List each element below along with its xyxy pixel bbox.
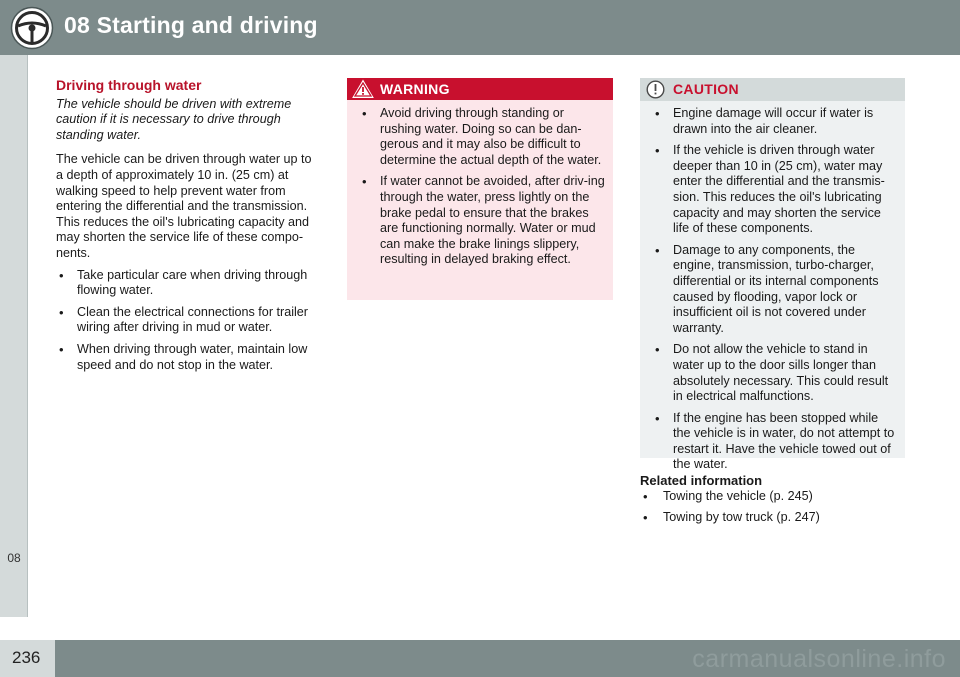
- main-column: [56, 78, 322, 379]
- related-link[interactable]: • Towing by tow truck (p. 247): [640, 510, 905, 526]
- side-tab-label: 08: [7, 551, 21, 565]
- page-number: 236: [12, 648, 41, 667]
- related-link[interactable]: • Towing the vehicle (p. 245): [640, 489, 905, 505]
- list-item: • Do not allow the vehicle to stand in water up to the door sills longer than absolutely necessary. This could result in electrical malfunctions.: [652, 342, 899, 404]
- related-information: [640, 473, 905, 532]
- warning-header: [347, 78, 613, 100]
- list-item: • Damage to any components, the engine, transmission, turbo-charger, differential or its internal components caused by flooding, vapor lock or insufficient oil is not covered under warranty.: [652, 243, 899, 337]
- related-links: [640, 489, 905, 526]
- warning-title: WARNING: [380, 81, 450, 97]
- list-item: • If the engine has been stopped while the vehicle is in water, do not attempt to restart it. Have the vehicle towed out of the water.: [652, 411, 899, 473]
- chapter-title: 08 Starting and driving: [64, 12, 318, 38]
- section-intro: The vehicle should be driven with extreme caution if it is necessary to drive through standing water.: [56, 96, 292, 142]
- list-item: • When driving through water, maintain low speed and do not stop in the water.: [56, 342, 322, 373]
- section-body: The vehicle can be driven through water up to a depth of approximately 10 in. (25 cm) at walking speed to help prevent water from entering the differential and the transmission. This reduces the oil's lubricating capacity and may shorten the service life of these compo-nents.: [56, 152, 312, 260]
- warning-list: [359, 106, 607, 268]
- list-item: • If the vehicle is driven through water deeper than 10 in (25 cm), water may enter the differential and the transmis-sion. This reduces the oil's lubricating capacity and may shorten the service life of these components.: [652, 143, 899, 237]
- list-item: • Avoid driving through standing or rushing water. Doing so can be dan-gerous and it may also be difficult to determine the actual depth of the water.: [359, 106, 607, 168]
- list-item: • Clean the electrical connections for trailer wiring after driving in mud or water.: [56, 305, 322, 336]
- list-item: • Engine damage will occur if water is drawn into the air cleaner.: [652, 106, 899, 137]
- steering-wheel-icon: [10, 6, 54, 50]
- list-item: • Take particular care when driving through flowing water.: [56, 268, 322, 299]
- warning-triangle-icon: [352, 79, 374, 99]
- exclamation-circle-icon: [646, 80, 665, 99]
- caution-header: [640, 78, 905, 101]
- watermark: carmanualsonline.info: [692, 645, 946, 673]
- chapter-side-tab: [0, 55, 28, 617]
- caution-box: [640, 78, 905, 472]
- related-heading: Related information: [640, 473, 763, 488]
- section-bullet-list: [56, 268, 322, 374]
- caution-list: [652, 106, 899, 473]
- warning-box: [347, 78, 613, 300]
- caution-title: CAUTION: [673, 81, 739, 97]
- list-item: • If water cannot be avoided, after driv-ing through the water, press lightly on the brake pedal to ensure that the brakes are functioning normally. Water or mud can make the brake linings slippery, resulting in delayed braking effect.: [359, 174, 607, 268]
- section-heading: Driving through water: [56, 77, 202, 93]
